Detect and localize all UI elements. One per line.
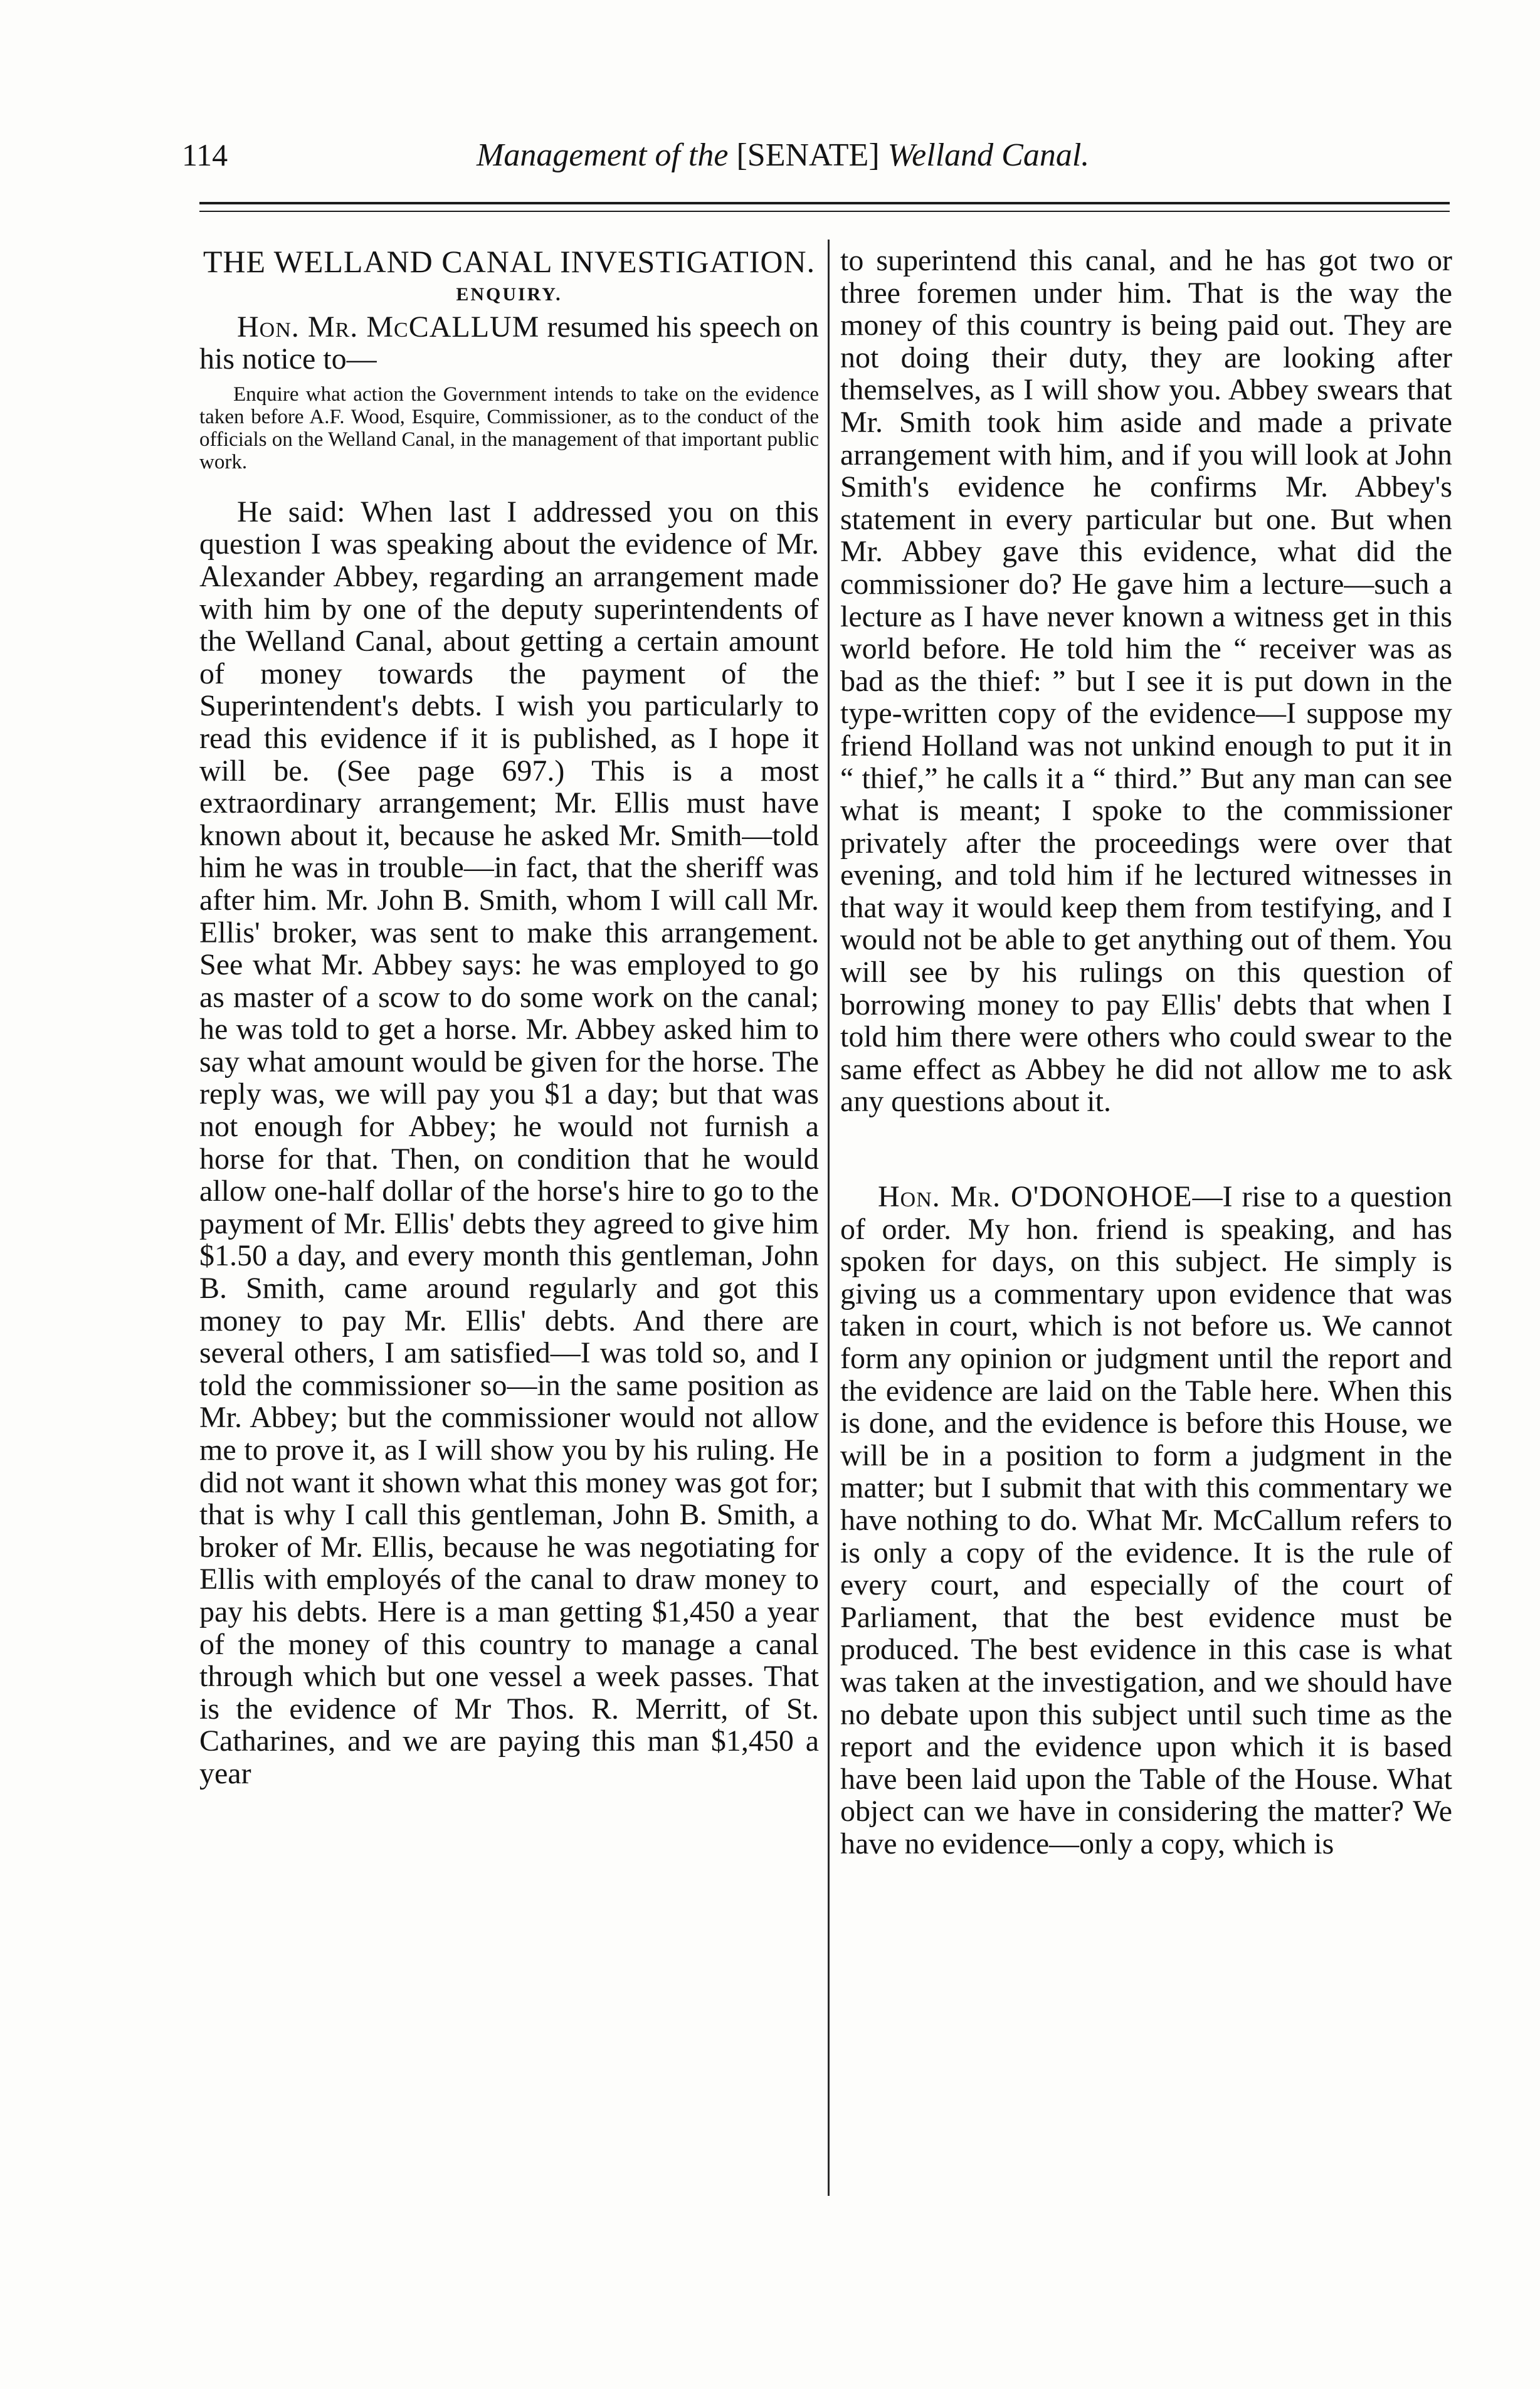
running-header [182,137,1455,181]
page-number: 114 [182,137,228,172]
speaker-name-2: Hon. Mr. O'DONOHOE [878,1180,1193,1214]
intro-text: resumed his speech on his notice to— [199,310,819,376]
notice-text: Enquire what action the Government intends to take on the evidence taken before A.F. Wood, Esquire, Commissioner, as to the conduct of the officials on the Welland Canal, in the management of that important public work. [199,382,819,473]
right-column [840,245,1452,1860]
running-title [477,137,1089,174]
title-pre: Management of the [477,137,729,173]
section-title: THE WELLAND CANAL INVESTIGATION. [203,244,816,279]
title-post: Welland Canal. [887,137,1090,173]
speaker-intro [199,311,819,376]
column-divider [828,240,830,2196]
second-speech [840,1181,1452,1860]
left-column [199,245,819,1790]
header-rule-thin [199,211,1450,212]
title-house: [SENATE] [736,137,880,173]
subheading: ENQUIRY. [456,284,562,305]
speech-paragraph: He said: When last I addressed you on this question I was speaking about the evidence of Mr. Alexander Abbey, regarding an arrangement made with him by one of the deputy superintendents of the Welland Canal, about getting a certain amount of money towards the payment of the Superintendent's debts. I wish you particularly to read this evidence if it is published, as I hope it will be. (See page 697.) This is a most extraordinary arrangement; Mr. Ellis must have known about it, because he asked Mr. Smith—told him he was in trouble—in fact, that the sheriff was after him. Mr. John B. Smith, whom I will call Mr. Ellis' broker, was sent to make this arrangement. See what Mr. Abbey says: he was employed to go as master of a scow to do some work on the canal; he was told to get a horse. Mr. Abbey asked him to say what amount would be given for the horse. The reply was, we will pay you $1 a day; but that was not enough for Abbey; he would not furnish a horse for that. Then, on condition that he would allow one-half dollar of the horse's hire to go to the payment of Mr. Ellis' debts they agreed to give him $1.50 a day, and every month this gentleman, John B. Smith, came around regularly and got this money to pay Mr. Ellis' debts. And there are several others, I am satisfied—I was told so, and I told the commissioner so—in the same position as Mr. Abbey; but the commissioner would not allow me to prove it, as I will show you by his ruling. He did not want it shown what this money was got for; that is why I call this gentleman, John B. Smith, a broker of Mr. Ellis, because he was negotiating for Ellis with employés of the canal to draw money to pay his debts. Here is a man getting $1,450 a year of the money of this country to manage a canal through which but one vessel a week passes. That is the evidence of Mr Thos. R. Merritt, of St. Catharines, and we are paying this man $1,450 a year [199,495,819,1790]
speaker-name: Hon. Mr. McCALLUM [237,310,540,344]
continuation-paragraph: to superintend this canal, and he has got two or three foremen under him. That is the way the money of this country is being paid out. They are not doing their duty, they are looking after themselves, as I will show you. Abbey swears that Mr. Smith took him aside and made a private arrangement with him, and if you will look at John Smith's evidence he confirms Mr. Abbey's statement in every particular but one. But when Mr. Abbey gave this evidence, what did the commissioner do? He gave him a lecture—such a lecture as I have never known a witness get in this world before. He told him the “ receiver was as bad as the thief: ” but I see it is put down in the type-written copy of the evidence—I suppose my friend Holland was not unkind enough to put it in “ thief,” he calls it a “ third.” But any man can see what is meant; I spoke to the commissioner privately after the proceedings were over that evening, and told him if he lectured witnesses in that way it would keep them from testifying, and I would not be able to get anything out of them. You will see by his rulings on this question of borrowing money to pay Ellis' debts that when I told him there were others who could swear to the same effect as Abbey he did not allow me to ask any questions about it. [840,244,1452,1119]
speech-text-2: —I rise to a question of order. My hon. friend is speaking, and has spoken for days, on this subject. He simply is giving us a commentary upon evidence that was taken in court, which is not before us. We cannot form any opinion or judgment until the report and the evidence are laid on the Table here. When this is done, and the evidence is before this House, we will be in a position to form a judgment in the matter; but I submit that with this commentary we have nothing to do. What Mr. McCallum refers to is only a copy of the evidence. It is the rule of every court, and especially of the court of Parliament, that the best evidence must be produced. The best evidence in this case is what was taken at the investigation, and we should have no debate upon this subject until such time as the report and the evidence upon which it is based have been laid upon the Table of the House. What object can we have in considering the matter? We have no evidence—only a copy, which is [840,1180,1452,1860]
header-rule [199,202,1450,204]
